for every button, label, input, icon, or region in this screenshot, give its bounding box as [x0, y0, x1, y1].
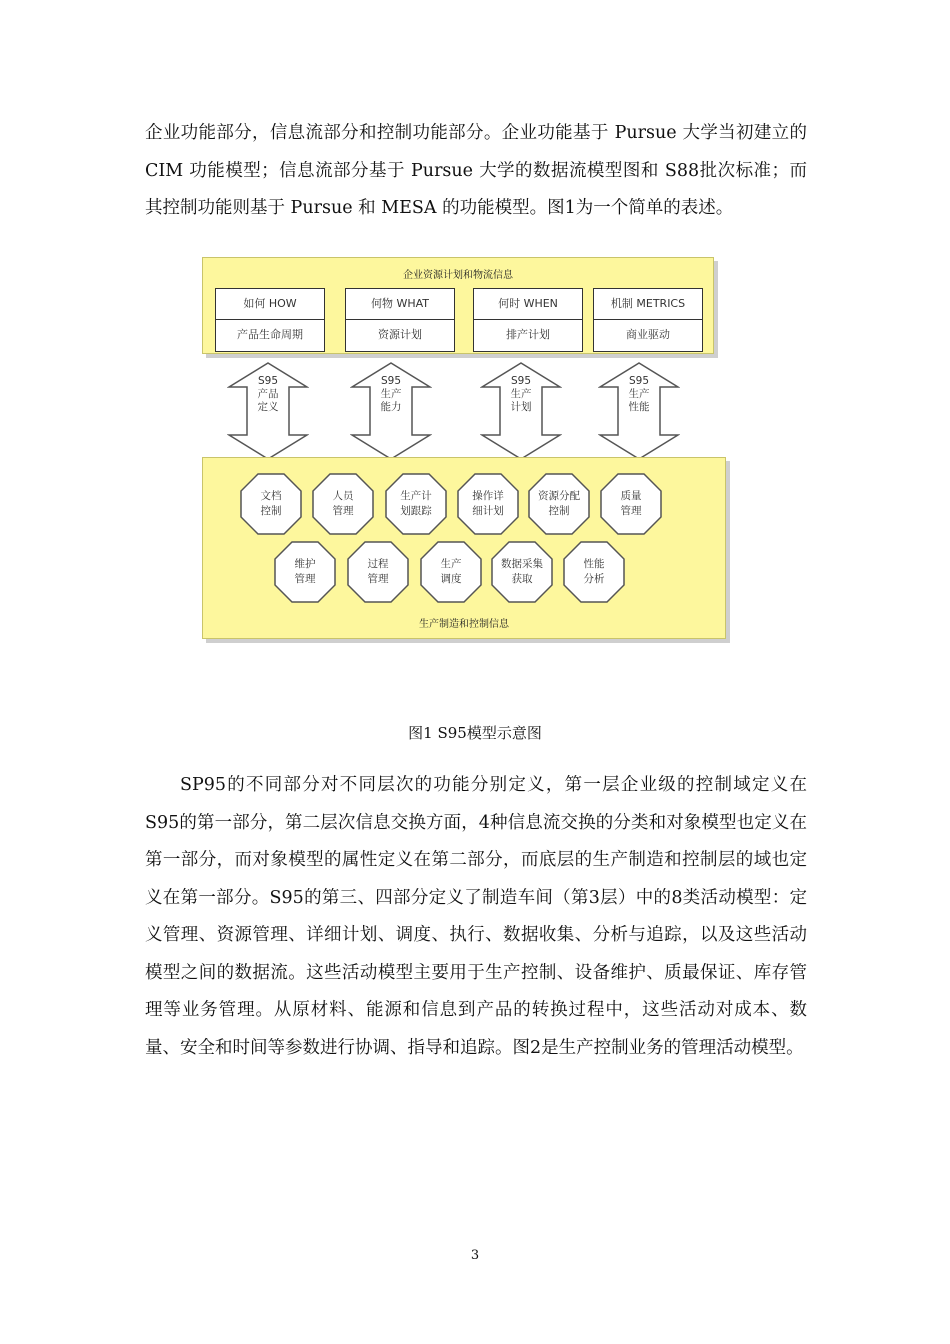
manufacturing-band-title: 生产制造和控制信息 — [419, 619, 509, 630]
activity-label: 资源分配 控制 — [538, 490, 580, 517]
dimension-box-when — [473, 288, 583, 352]
activity-label: 性能 分析 — [583, 558, 605, 585]
activity-octagon — [491, 541, 553, 603]
activity-octagon — [274, 541, 336, 603]
dimension-label: 机制 METRICS — [610, 297, 686, 310]
activity-octagon — [347, 541, 409, 603]
double-arrow-product-definition — [227, 361, 309, 461]
dimension-label: 何物 WHAT — [370, 297, 430, 310]
activity-octagon — [457, 473, 519, 535]
enterprise-band — [202, 257, 714, 354]
activity-label: 生产 调度 — [440, 558, 462, 585]
double-arrow-production-schedule — [480, 361, 562, 461]
activity-label: 数据采集 获取 — [501, 558, 543, 585]
dimension-label: 如何 HOW — [243, 297, 297, 310]
dimension-box-metrics — [593, 288, 703, 352]
page-number: 3 — [470, 1248, 480, 1263]
activity-octagon — [563, 541, 625, 603]
activity-label: 过程 管理 — [367, 558, 389, 585]
double-arrow-production-capability — [350, 361, 432, 461]
activity-label: 操作详 细计划 — [472, 490, 504, 517]
activity-label: 生产计 划跟踪 — [400, 490, 432, 517]
paragraph-1: 企业功能部分，信息流部分和控制功能部分。企业功能基于 Pursue 大学当初建立的 CIM 功能模型；信息流部分基于 Pursue 大学的数据流模型图和 S88批次标准；而其控制功能则基于 Pursue 和 MESA 的功能模型。图1为一个简单的表述。 — [145, 123, 807, 218]
activity-label: 维护 管理 — [294, 558, 316, 585]
figure-caption: 图1 S95模型示意图 — [408, 724, 542, 742]
activity-octagon — [240, 473, 302, 535]
activity-label: 文档 控制 — [260, 490, 282, 517]
dimension-sublabel: 产品生命周期 — [216, 319, 324, 350]
dimension-box-what — [345, 288, 455, 352]
paragraph-2: SP95的不同部分对不同层次的功能分别定义，第一层企业级的控制域定义在 S95的第一部分，第二层次信息交换方面，4种信息流交换的分类和对象模型也定义在第一部分，而对象模型的属性定义在第二部分，而底层的生产制造和控制层的域也定义在第一部分。S95的第三、四部分定义了制造车间（第3层）中的8类活动模型：定义管理、资源管理、详细计划、调度、执行、数据收集、分析与追踪，以及这些活动模型之间的数据流。这些活动模型主要用于生产控制、设备维护、质最保证、库存管理等业务管理。从原材料、能源和信息到产品的转换过程中，这些活动对成本、数量、安全和时间等参数进行协调、指导和追踪。图2是生产控制业务的管理活动模型。 — [145, 775, 807, 1058]
arrow-label: S95 生产 性能 — [628, 375, 650, 413]
activity-octagon — [385, 473, 447, 535]
arrow-label: S95 产品 定义 — [257, 375, 279, 413]
s95-model-figure — [202, 257, 729, 649]
enterprise-band-title: 企业资源计划和物流信息 — [403, 270, 513, 281]
activity-octagon — [420, 541, 482, 603]
activity-octagon — [528, 473, 590, 535]
dimension-sublabel: 排产计划 — [474, 319, 582, 350]
arrow-label: S95 生产 能力 — [380, 375, 402, 413]
activity-label: 人员 管理 — [332, 490, 354, 517]
dimension-box-how — [215, 288, 325, 352]
arrow-label: S95 生产 计划 — [510, 375, 532, 413]
activity-label: 质量 管理 — [620, 490, 642, 517]
double-arrow-production-performance — [598, 361, 680, 461]
dimension-sublabel: 商业驱动 — [594, 319, 702, 350]
dimension-label: 何时 WHEN — [498, 297, 558, 310]
dimension-sublabel: 资源计划 — [346, 319, 454, 350]
activity-octagon — [312, 473, 374, 535]
activity-octagon — [600, 473, 662, 535]
